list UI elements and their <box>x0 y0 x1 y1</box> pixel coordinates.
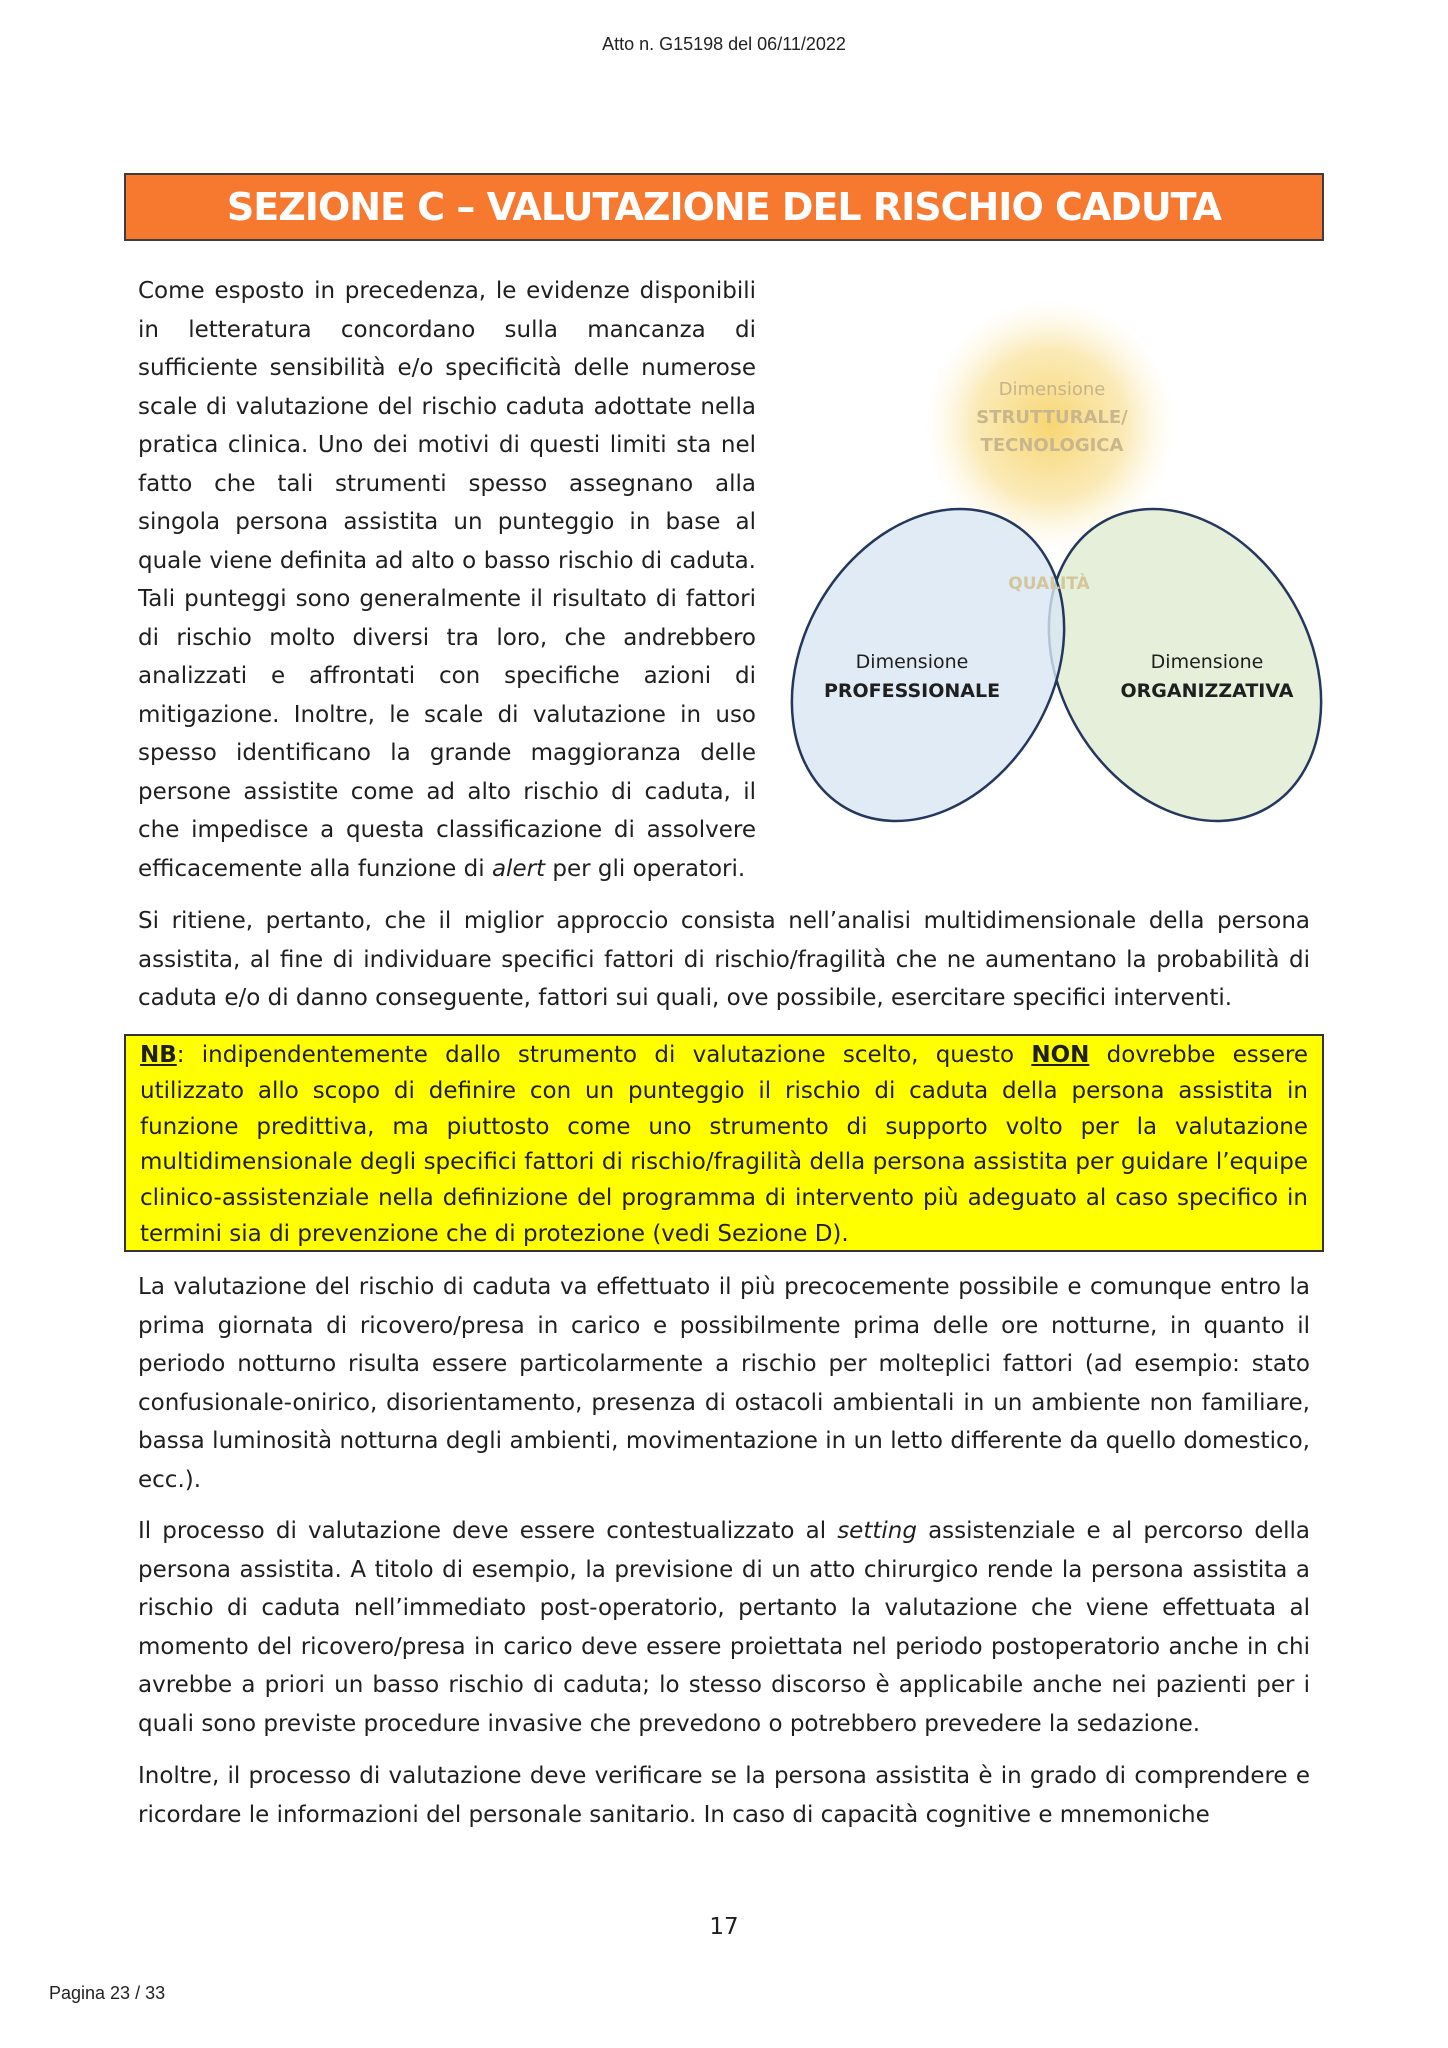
structural-dimension-label-1: Dimensione <box>998 379 1106 400</box>
organizational-dimension-label-2: ORGANIZZATIVA <box>1120 680 1294 702</box>
intro-text-end: per gli operatori. <box>545 855 746 882</box>
nb-callout-box <box>124 1034 1324 1252</box>
document-header: Atto n. G15198 del 06/11/2022 <box>602 34 846 54</box>
setting-italic: setting <box>837 1518 917 1544</box>
nb-part1: : indipendentemente dallo strumento di valutazione scelto, questo <box>176 1042 1032 1068</box>
footer-page-indicator: Pagina 23 / 33 <box>49 1983 166 2003</box>
paragraph-setting <box>138 1512 1310 1743</box>
organizational-dimension-label-1: Dimensione <box>1150 651 1264 673</box>
nb-text <box>140 1038 1308 1253</box>
intro-paragraph <box>138 272 756 888</box>
structural-dimension-label-2: STRUTTURALE/ <box>976 407 1128 428</box>
intro-text: Come esposto in precedenza, le evidenze disponibili in letteratura concordano sulla mancanza di sufficiente sensibilità e/o specificità delle numerose scale di valutazione del rischio caduta adottate nella pratica clinica. Uno dei motivi di questi limiti sta nel fatto che tali strumenti spesso assegnano alla singola persona assistita un punteggio in base al quale viene definita ad alto o basso rischio di caduta. Tali punteggi sono generalmente il risultato di fattori di rischio molto diversi tra loro, che andrebbero analizzati e affrontati con specifiche azioni di mitigazione. Inoltre, le scale di valutazione in uso spesso identificano la grande maggioranza delle persone assistite come ad alto rischio di caduta, il che impedisce a questa classificazione di assolvere efficacemente alla funzione di <box>138 278 756 882</box>
nb-non: NON <box>1031 1042 1090 1068</box>
professional-dimension-label-2: PROFESSIONALE <box>823 680 1001 702</box>
setting-text: Il processo di valutazione deve essere contestualizzato al <box>138 1518 838 1544</box>
paragraph-cognitive: Inoltre, il processo di valutazione deve verificare se la persona assistita è in grado di comprendere e ricordare le informazioni del personale sanitario. In caso di capacità cognitive e mnemoniche <box>138 1763 1310 1828</box>
paragraph-timing: La valutazione del rischio di caduta va effettuato il più precocemente possibile e comunque entro la prima giornata di ricovero/presa in carico e possibilmente prima delle ore notturne, in quanto il periodo notturno risulta essere particolarmente a rischio per molteplici fattori (ad esempio: stato confusionale-onirico, disorientamento, presenza di ostacoli ambientali in un ambiente non familiare, bassa luminosità notturna degli ambienti, movimentazione in un letto differente da quello domestico, ecc.). <box>138 1274 1310 1493</box>
section-banner <box>124 173 1324 241</box>
quality-venn-diagram <box>780 300 1340 860</box>
nb-part2: dovrebbe essere utilizzato allo scopo di definire con un punteggio il rischio di caduta della persona assistita in funzione predittiva, ma piuttosto come uno strumento di supporto volto per la valutazione multidimensionale degli specifici fattori di rischio/fragilità della persona assistita per guidare l’equipe clinico-assistenziale nella definizione del programma di intervento più adeguato al caso specifico in termini sia di prevenzione che di protezione (vedi Sezione D). <box>140 1042 1308 1247</box>
setting-text-end: assistenziale e al percorso della persona assistita. A titolo di esempio, la previsione di un atto chirurgico rende la persona assistita a rischio di caduta nell’immediato post-operatorio, pertanto la valutazione che viene effettuata al momento del ricovero/presa in carico deve essere proiettata nel periodo postoperatorio anche in chi avrebbe a priori un basso rischio di caduta; lo stesso discorso è applicabile anche nei pazienti per i quali sono previste procedure invasive che prevedono o potrebbero prevedere la sedazione. <box>138 1518 1310 1737</box>
structural-dimension-label-3: TECNOLOGICA <box>980 435 1124 456</box>
paragraph-multidimensional: Si ritiene, pertanto, che il miglior approccio consista nell’analisi multidimensionale della persona assistita, al fine di individuare specifici fattori di rischio/fragilità che ne aumentano la probabilità di caduta e/o di danno conseguente, fattori sui quali, ove possibile, esercitare specifici interventi. <box>138 908 1310 1011</box>
quality-label: QUALITÀ <box>1008 574 1090 594</box>
section-title: SEZIONE C – VALUTAZIONE DEL RISCHIO CADUTA <box>226 185 1222 229</box>
intro-italic: alert <box>491 855 546 882</box>
professional-dimension-label-1: Dimensione <box>855 651 969 673</box>
page-number: 17 <box>709 1914 739 1940</box>
nb-label: NB <box>140 1042 177 1068</box>
